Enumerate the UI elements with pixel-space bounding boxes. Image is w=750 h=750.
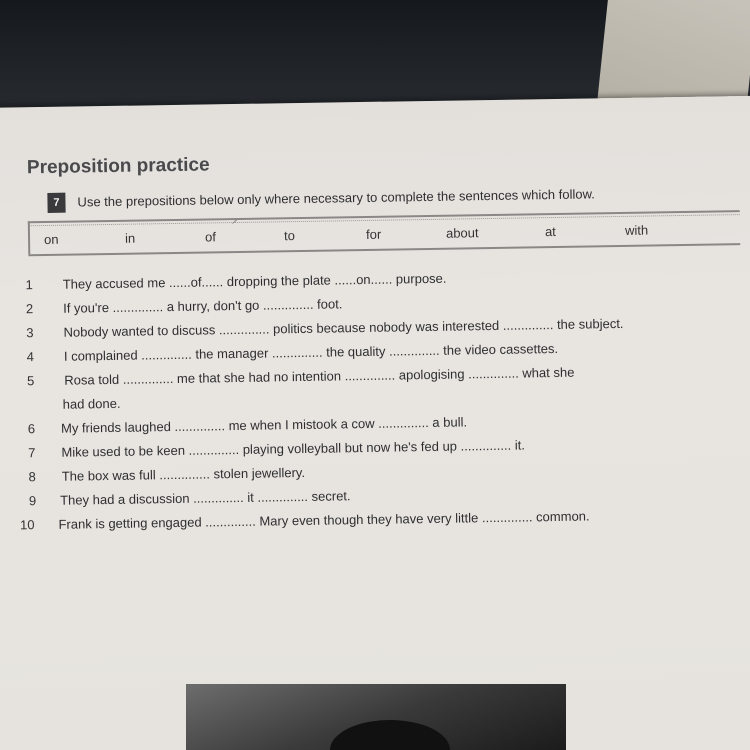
sentence-text: They accused me ......of...... dropping the plate ......on...... purpose.	[62, 270, 447, 292]
sentence-number: 5	[26, 373, 35, 389]
sentence-text: My friends laughed .............. me when I mistook a cow .............. a bull.	[60, 414, 468, 436]
sentence-text: I complained .............. the manager .............. the quality .............. the video cassettes.	[63, 340, 559, 364]
preposition-for: for	[365, 226, 382, 242]
sentence-text: Mike used to be keen .............. playing volleyball but now he's fed up .............. it.	[61, 437, 525, 460]
sentence-text: Nobody wanted to discuss .............. politics because nobody was interested .............. the subject.	[63, 315, 624, 340]
sentence-text: Rosa told .............. me that she had no intention .............. apologising .............. what she	[64, 364, 575, 388]
preposition-of: of	[204, 229, 217, 245]
sentence-text: They had a discussion .............. it .............. secret.	[60, 488, 351, 508]
preposition-with: with	[624, 222, 649, 238]
exercise-number-badge: 7	[47, 193, 65, 213]
exercise-instruction: Use the prepositions below only where necessary to complete the sentences which follow.	[77, 186, 595, 210]
sentence-number: 8	[28, 469, 36, 485]
sentence-number: 4	[26, 349, 35, 365]
sentence-number: 1	[25, 277, 33, 293]
sentence-text: The box was full .............. stolen jewellery.	[61, 464, 306, 484]
preposition-on: on	[43, 231, 59, 248]
sentence-text: If you're .............. a hurry, don't go .............. foot.	[63, 296, 343, 316]
page-title: Preposition practice	[26, 154, 210, 179]
textbook-page	[0, 95, 750, 750]
preposition-in: in	[124, 230, 136, 246]
sentence-number: 10	[19, 517, 35, 533]
sentence-number: 7	[28, 445, 36, 461]
sentence-text: Frank is getting engaged .............. Mary even though they have very little .............. common.	[58, 508, 590, 532]
sentence-number: 3	[26, 325, 34, 341]
sentence-number: 6	[27, 421, 36, 437]
sentence-number: 9	[28, 493, 37, 509]
preposition-at: at	[544, 223, 556, 240]
sentence-text: had done.	[62, 395, 121, 412]
preposition-to: to	[283, 228, 296, 244]
sentence-number: 2	[25, 301, 34, 317]
preposition-about: about	[445, 225, 479, 241]
